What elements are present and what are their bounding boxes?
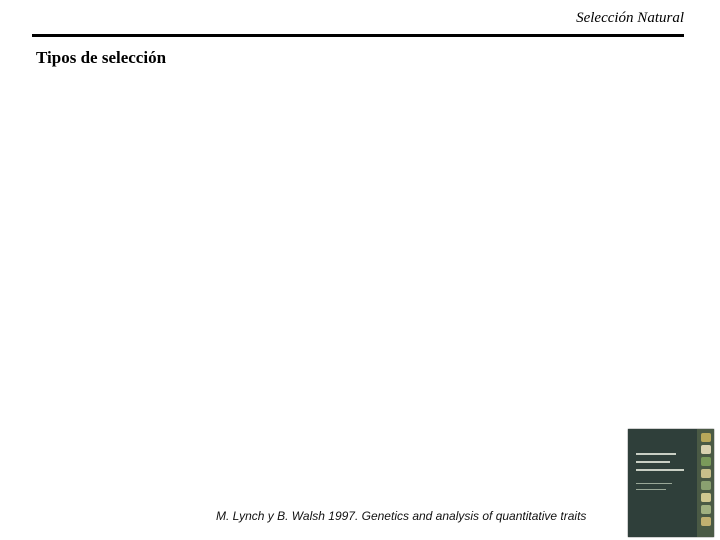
- book-cover-author-line: [636, 483, 672, 484]
- book-cover-thumbnail: [701, 445, 711, 454]
- header-divider: [32, 34, 684, 37]
- book-cover-thumbnail: [701, 457, 711, 466]
- slide-header-title: Selección Natural: [576, 10, 684, 26]
- section-heading: Tipos de selección: [36, 48, 167, 67]
- book-cover-thumbnail: [701, 505, 711, 514]
- book-cover-title-line: [636, 453, 676, 455]
- book-cover-thumbnail: [701, 469, 711, 478]
- book-cover-thumbnail: [701, 481, 711, 490]
- book-cover-author-line: [636, 489, 666, 490]
- book-cover-thumbnail: [701, 433, 711, 442]
- reference-citation: M. Lynch y B. Walsh 1997. Genetics and analysis of quantitative traits: [216, 509, 587, 523]
- book-cover-thumbnail: [701, 493, 711, 502]
- book-cover-image: [628, 429, 714, 537]
- book-cover-thumbnail: [701, 517, 711, 526]
- book-cover-title-line: [636, 469, 684, 471]
- book-cover-title-line: [636, 461, 670, 463]
